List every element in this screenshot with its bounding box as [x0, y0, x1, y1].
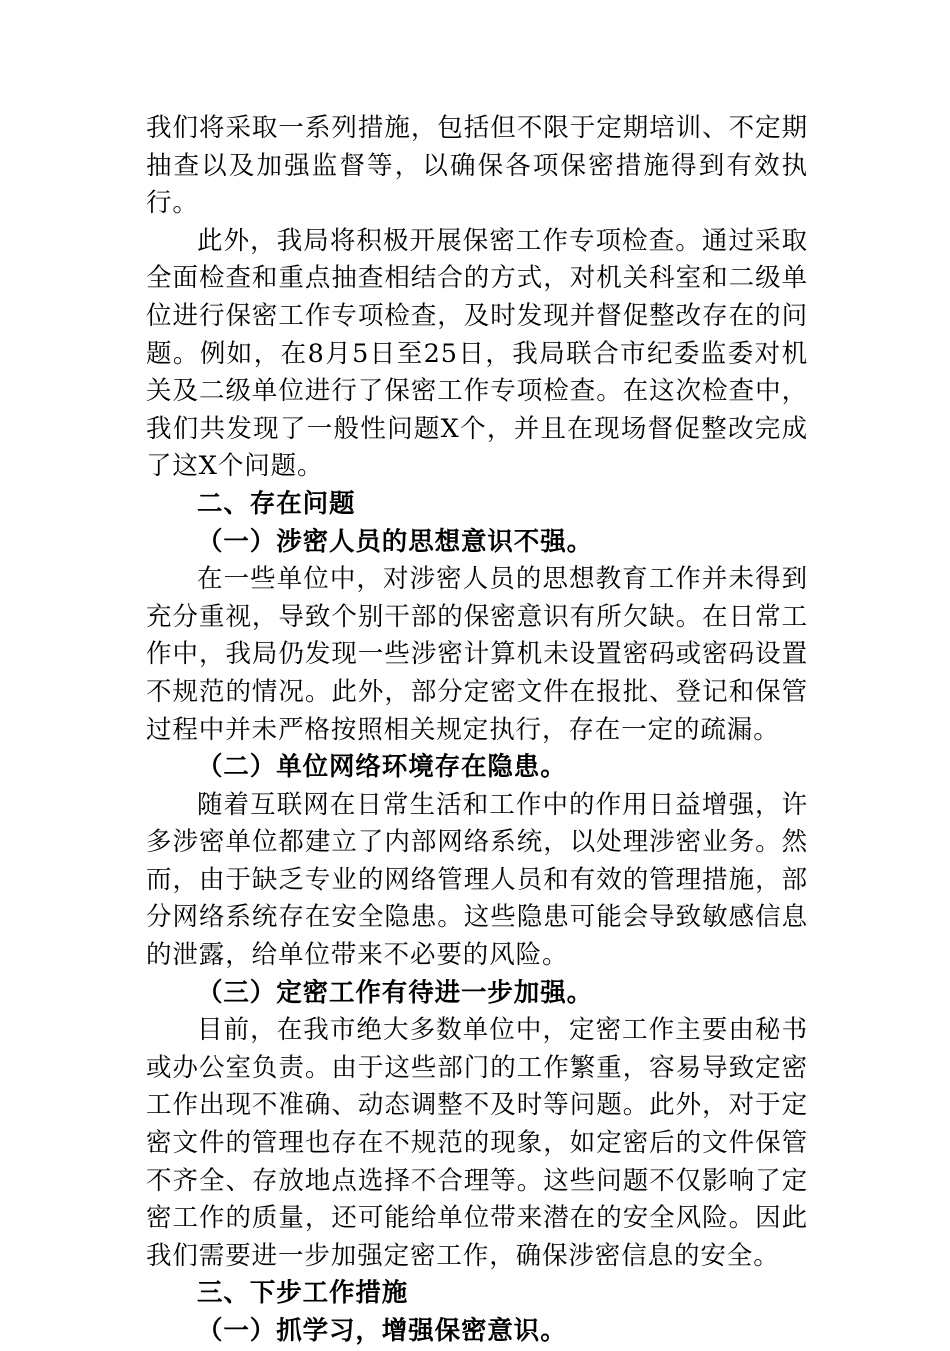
subheading-study: （一）抓学习，增强保密意识。 — [197, 1316, 567, 1346]
section-heading-next-steps: 三、下步工作措施 — [197, 1278, 409, 1309]
subheading-classification: （三）定密工作有待进一步加强。 — [197, 977, 594, 1008]
paragraph-awareness: 在一些单位中，对涉密人员的思想教育工作并未得到充分重视，导致个别干部的保密意识有所欠缺。在日常工作中，我局仍发现一些涉密计算机未设置密码或密码设置不规范的情况。此外，部分定密文件在报批、登记和保管过程中并未严格按照相关规定执行，存在一定的疏漏。 — [146, 564, 808, 745]
section-heading-problems: 二、存在问题 — [197, 488, 356, 519]
subheading-network: （二）单位网络环境存在隐患。 — [197, 752, 567, 783]
subheading-awareness: （一）涉密人员的思想意识不强。 — [197, 526, 594, 557]
paragraph-continuation: 我们将采取一系列措施，包括但不限于定期培训、不定期抽查以及加强监督等，以确保各项保密措施得到有效执行。 — [146, 113, 808, 219]
paragraph-network: 随着互联网在日常生活和工作中的作用日益增强，许多涉密单位都建立了内部网络系统，以处理涉密业务。然而，由于缺乏专业的网络管理人员和有效的管理措施，部分网络系统存在安全隐患。这些隐患可能会导致敏感信息的泄露，给单位带来不必要的风险。 — [146, 789, 808, 971]
paragraph-classification: 目前，在我市绝大多数单位中，定密工作主要由秘书或办公室负责。由于这些部门的工作繁重，容易导致定密工作出现不准确、动态调整不及时等问题。此外，对于定密文件的管理也存在不规范的现象，如定密后的文件保管不齐全、存放地点选择不合理等。这些问题不仅影响了定密工作的质量，还可能给单位带来潜在的安全风险。因此我们需要进一步加强定密工作，确保涉密信息的安全。 — [146, 1015, 808, 1271]
paragraph-special-inspection: 此外，我局将积极开展保密工作专项检查。通过采取全面检查和重点抽查相结合的方式，对机关科室和二级单位进行保密工作专项检查，及时发现并督促整改存在的问题。例如，在8月5日至25日，我局联合市纪委监委对机关及二级单位进行了保密工作专项检查。在这次检查中，我们共发现了一般性问题X个，并且在现场督促整改完成了这X个问题。 — [146, 225, 808, 482]
document-page — [146, 110, 808, 1351]
